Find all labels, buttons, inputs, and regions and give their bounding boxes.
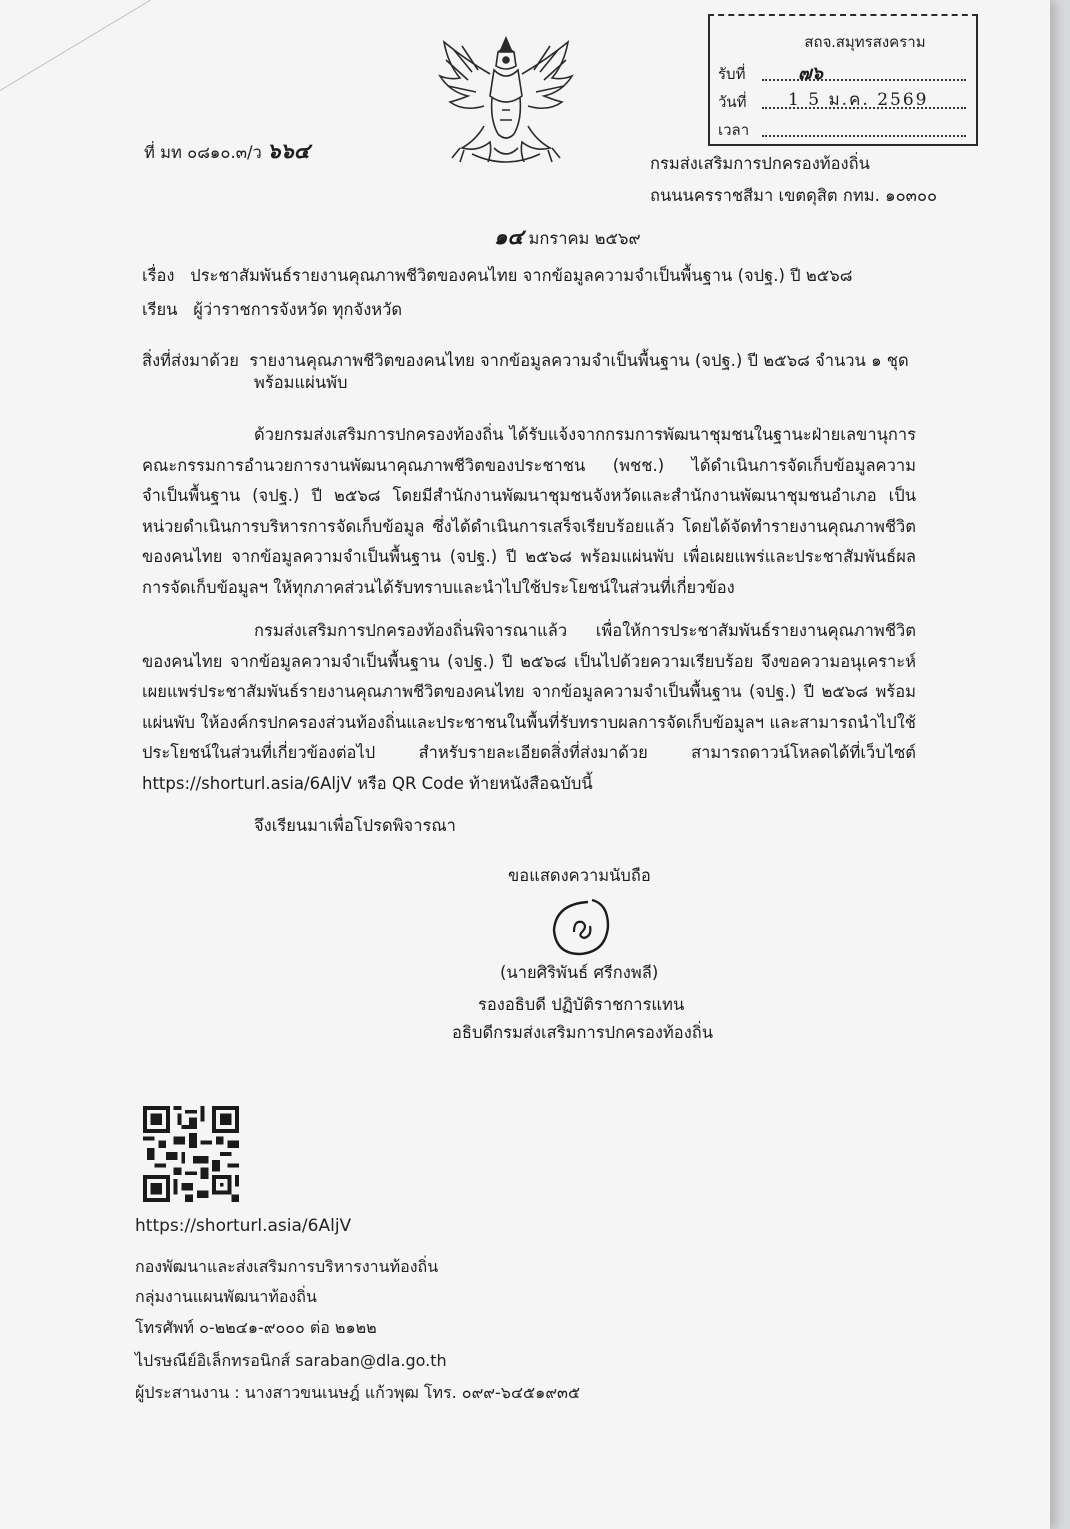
stamp-time-row (718, 118, 966, 140)
footer-group: กลุ่มงานแผนพัฒนาท้องถิ่น (135, 1287, 317, 1306)
closing-line: จึงเรียนมาเพื่อโปรดพิจารณา (254, 816, 456, 835)
department-name: กรมส่งเสริมการปกครองท้องถิ่น (650, 154, 870, 173)
recipient-text: ผู้ว่าราชการจังหวัด ทุกจังหวัด (193, 300, 403, 319)
subject-label: เรื่อง (142, 266, 175, 285)
department-address: ถนนนครราชสีมา เขตดุสิต กทม. ๑๐๓๐๐ (650, 186, 938, 205)
recipient-line (142, 299, 402, 321)
letter-date-month-year: มกราคม ๒๕๖๙ (528, 229, 641, 248)
stamp-received-value: ๗๖ (798, 63, 823, 84)
subject-line (142, 265, 852, 287)
signer-name: (นายศิริพันธ์ ศรีกงพลี) (500, 963, 659, 982)
stamp-date-value: 1 5 ม.ค. 2569 (788, 90, 929, 110)
stamp-time-label: เวลา (718, 121, 750, 139)
letter-date-day-handwritten: ๑๔ (494, 224, 524, 249)
signature-mark (548, 896, 614, 958)
stamp-received-row (718, 62, 966, 84)
receiving-stamp (708, 14, 978, 146)
signer-position-1: รองอธิบดี ปฏิบัติราชการแทน (478, 995, 685, 1014)
stamp-date-row (718, 90, 966, 112)
document-number: ที่ มท ๐๘๑๐.๓/ว ๖๖๔ (144, 138, 310, 163)
qr-code-icon (142, 1106, 240, 1202)
subject-text: ประชาสัมพันธ์รายงานคุณภาพชีวิตของคนไทย จากข้อมูลความจำเป็นพื้นฐาน (จปฐ.) ปี ๒๕๖๘ (190, 266, 853, 285)
recipient-label: เรียน (142, 300, 178, 319)
body-paragraph-1: ด้วยกรมส่งเสริมการปกครองท้องถิ่น ได้รับแจ้งจากกรมการพัฒนาชุมชนในฐานะฝ่ายเลขานุการคณะกรรมการอำนวยการงานพัฒนาคุณภาพชีวิตของประชาชน (พชช.) ได้ดำเนินการจัดเก็บข้อมูลความจำเป็นพื้นฐาน (จปฐ.) ปี ๒๕๖๘ โดยมีสำนักงานพัฒนาชุมชนจังหวัดและสำนักงานพัฒนาชุมชนอำเภอ เป็นหน่วยดำเนินการบริหารการจัดเก็บข้อมูล ซึ่งได้ดำเนินการเสร็จเรียบร้อยแล้ว โดยได้จัดทำรายงานคุณภาพชีวิตของคนไทย จากข้อมูลความจำเป็นพื้นฐาน (จปฐ.) ปี ๒๕๖๘ พร้อมแผ่นพับ เพื่อเผยแพร่และประชาสัมพันธ์ผลการจัดเก็บข้อมูลฯ ให้ทุกภาคส่วนได้รับทราบและนำไปใช้ประโยชน์ในส่วนที่เกี่ยวข้อง (142, 425, 916, 597)
enclosure-line (142, 350, 909, 372)
garuda-emblem-icon (432, 30, 580, 170)
enclosure-label: สิ่งที่ส่งมาด้วย (142, 351, 239, 370)
stamp-received-label: รับที่ (718, 65, 746, 83)
document-number-handwritten: ๖๖๔ (267, 138, 310, 163)
footer-url: https://shorturl.asia/6AljV (135, 1216, 352, 1236)
stamp-date-label: วันที่ (718, 93, 747, 111)
footer-phone: โทรศัพท์ ๐-๒๒๔๑-๙๐๐๐ ต่อ ๒๑๒๒ (135, 1318, 377, 1337)
letter-date (494, 226, 641, 250)
paper-fold-line (0, 0, 160, 91)
footer-email: ไปรษณีย์อิเล็กทรอนิกส์ saraban@dla.go.th (135, 1351, 447, 1370)
signer-position-2: อธิบดีกรมส่งเสริมการปกครองท้องถิ่น (452, 1023, 714, 1042)
stamp-office: สถจ.สมุทรสงคราม (804, 33, 926, 51)
regards-text: ขอแสดงความนับถือ (508, 866, 651, 885)
footer-division: กองพัฒนาและส่งเสริมการบริหารงานท้องถิ่น (135, 1257, 439, 1276)
enclosure-text-line2: พร้อมแผ่นพับ (254, 373, 348, 392)
body-paragraph-2: กรมส่งเสริมการปกครองท้องถิ่นพิจารณาแล้ว เพื่อให้การประชาสัมพันธ์รายงานคุณภาพชีวิตของคนไทย จากข้อมูลความจำเป็นพื้นฐาน (จปฐ.) ปี ๒๕๖๘ เป็นไปด้วยความเรียบร้อย จึงขอความอนุเคราะห์เผยแพร่ประชาสัมพันธ์รายงานคุณภาพชีวิตของคนไทย จากข้อมูลความจำเป็นพื้นฐาน (จปฐ.) ปี ๒๕๖๘ พร้อมแผ่นพับ ให้องค์กรปกครองส่วนท้องถิ่นและประชาชนในพื้นที่รับทราบผลการจัดเก็บข้อมูลฯ และสามารถนำไปใช้ประโยชน์ในส่วนที่เกี่ยวข้องต่อไป สำหรับรายละเอียดสิ่งที่ส่งมาด้วย สามารถดาวน์โหลดได้ที่เว็บไซต์ https://shorturl.asia/6AljV หรือ QR Code ท้ายหนังสือฉบับนี้ (142, 621, 916, 793)
footer-coordinator: ผู้ประสานงาน : นางสาวขนเนษฎ์ แก้วพุฒ โทร. ๐๙๙-๖๔๕๑๙๓๕ (135, 1383, 581, 1402)
enclosure-text-line1: รายงานคุณภาพชีวิตของคนไทย จากข้อมูลความจำเป็นพื้นฐาน (จปฐ.) ปี ๒๕๖๘ จำนวน ๑ ชุด (249, 351, 909, 370)
